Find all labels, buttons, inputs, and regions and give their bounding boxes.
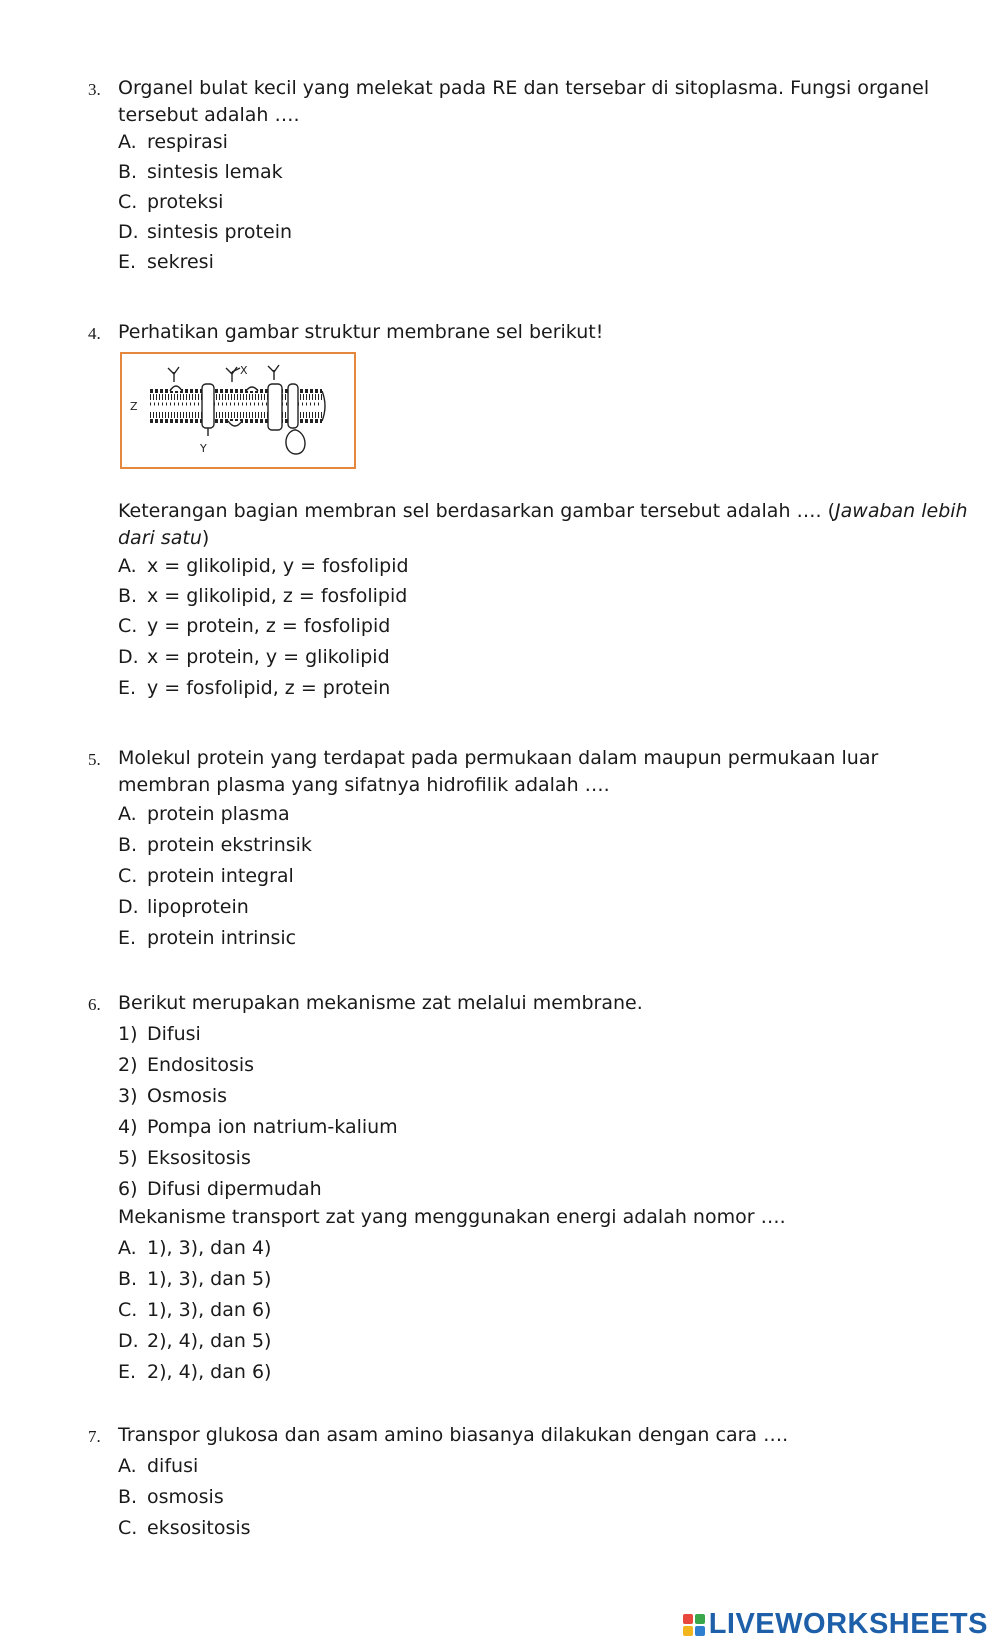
question-number: 5. bbox=[88, 750, 101, 769]
list-number: 6) bbox=[118, 1178, 138, 1200]
option-letter: A. bbox=[118, 131, 137, 153]
option-letter: E. bbox=[118, 1361, 137, 1383]
option-d[interactable] bbox=[118, 644, 390, 671]
option-letter: C. bbox=[118, 1517, 138, 1539]
list-text: Osmosis bbox=[147, 1085, 228, 1107]
question-stem: Perhatikan gambar struktur membrane sel berikut! bbox=[118, 321, 604, 343]
option-c[interactable] bbox=[118, 863, 294, 890]
list-item bbox=[118, 1145, 251, 1172]
option-text: x = glikolipid, z = fosfolipid bbox=[147, 585, 408, 607]
option-letter: B. bbox=[118, 834, 138, 856]
option-text: 1), 3), dan 6) bbox=[147, 1299, 272, 1321]
option-b[interactable] bbox=[118, 1266, 271, 1293]
option-text: x = protein, y = glikolipid bbox=[147, 646, 390, 668]
option-text: lipoprotein bbox=[147, 896, 249, 918]
option-text: difusi bbox=[147, 1455, 199, 1477]
label-y: Y bbox=[200, 442, 207, 455]
logo-square bbox=[683, 1626, 693, 1636]
option-a[interactable] bbox=[118, 801, 290, 828]
option-letter: E. bbox=[118, 927, 137, 949]
option-letter: A. bbox=[118, 555, 137, 577]
stem-text: Keterangan bagian membran sel berdasarkan gambar tersebut adalah …. ( bbox=[118, 500, 836, 522]
option-letter: C. bbox=[118, 615, 138, 637]
list-number: 4) bbox=[118, 1116, 138, 1138]
question-number: 6. bbox=[88, 995, 101, 1014]
option-text: sintesis protein bbox=[147, 221, 293, 243]
option-letter: D. bbox=[118, 646, 139, 668]
option-letter: D. bbox=[118, 896, 139, 918]
option-letter: A. bbox=[118, 1237, 137, 1259]
membrane-figure bbox=[120, 352, 356, 469]
option-e[interactable] bbox=[118, 925, 296, 952]
label-x: X bbox=[240, 364, 248, 377]
label-z: Z bbox=[130, 400, 138, 413]
option-text: 2), 4), dan 5) bbox=[147, 1330, 272, 1352]
question-number: 7. bbox=[88, 1427, 101, 1446]
option-c[interactable] bbox=[118, 189, 223, 216]
option-text: proteksi bbox=[147, 191, 224, 213]
list-item bbox=[118, 1052, 254, 1079]
option-letter: E. bbox=[118, 677, 137, 699]
question-stem: Molekul protein yang terdapat pada permukaan dalam maupun permukaan luar membran plasma yang sifatnya hidrofilik adalah …. bbox=[118, 747, 879, 796]
option-d[interactable] bbox=[118, 894, 249, 921]
option-text: protein plasma bbox=[147, 803, 290, 825]
list-text: Eksositosis bbox=[147, 1147, 251, 1169]
option-text: protein intrinsic bbox=[147, 927, 297, 949]
option-a[interactable] bbox=[118, 1235, 271, 1262]
option-text: respirasi bbox=[147, 131, 228, 153]
list-text: Difusi bbox=[147, 1023, 201, 1045]
option-letter: B. bbox=[118, 1486, 138, 1508]
option-a[interactable] bbox=[118, 1453, 198, 1480]
question-stem-2: Mekanisme transport zat yang menggunakan energi adalah nomor …. bbox=[118, 1206, 786, 1228]
list-number: 1) bbox=[118, 1023, 138, 1045]
option-e[interactable] bbox=[118, 1359, 271, 1386]
list-text: Pompa ion natrium-kalium bbox=[147, 1116, 398, 1138]
option-b[interactable] bbox=[118, 159, 283, 186]
option-c[interactable] bbox=[118, 1297, 271, 1324]
list-item bbox=[118, 1176, 322, 1203]
option-letter: B. bbox=[118, 585, 138, 607]
option-text: sintesis lemak bbox=[147, 161, 283, 183]
option-a[interactable] bbox=[118, 129, 228, 156]
question-number: 3. bbox=[88, 80, 101, 99]
stem-italic: Jawaban lebih dari satu bbox=[118, 500, 968, 549]
option-a[interactable] bbox=[118, 553, 409, 580]
option-letter: C. bbox=[118, 865, 138, 887]
option-letter: B. bbox=[118, 161, 138, 183]
question-stem-2 bbox=[118, 498, 968, 552]
list-item bbox=[118, 1083, 227, 1110]
stem-end: ) bbox=[201, 527, 210, 549]
option-letter: B. bbox=[118, 1268, 138, 1290]
question-stem: Organel bulat kecil yang melekat pada RE dan tersebar di sitoplasma. Fungsi organel tersebut adalah …. bbox=[118, 77, 930, 126]
logo-square bbox=[695, 1626, 705, 1636]
logo-square bbox=[683, 1614, 693, 1624]
option-text: y = protein, z = fosfolipid bbox=[147, 615, 391, 637]
list-number: 2) bbox=[118, 1054, 138, 1076]
option-b[interactable] bbox=[118, 1484, 224, 1511]
option-text: 1), 3), dan 4) bbox=[147, 1237, 272, 1259]
option-letter: E. bbox=[118, 251, 137, 273]
logo-mark-icon bbox=[683, 1614, 705, 1636]
option-text: x = glikolipid, y = fosfolipid bbox=[147, 555, 409, 577]
option-e[interactable] bbox=[118, 675, 390, 702]
list-number: 3) bbox=[118, 1085, 138, 1107]
option-text: eksositosis bbox=[147, 1517, 251, 1539]
option-b[interactable] bbox=[118, 583, 407, 610]
option-text: 2), 4), dan 6) bbox=[147, 1361, 272, 1383]
option-e[interactable] bbox=[118, 249, 214, 276]
question-stem: Transpor glukosa dan asam amino biasanya dilakukan dengan cara …. bbox=[118, 1424, 789, 1446]
option-letter: D. bbox=[118, 1330, 139, 1352]
option-text: protein ekstrinsik bbox=[147, 834, 312, 856]
option-letter: A. bbox=[118, 803, 137, 825]
list-number: 5) bbox=[118, 1147, 138, 1169]
option-b[interactable] bbox=[118, 832, 312, 859]
logo-square bbox=[695, 1614, 705, 1624]
option-letter: A. bbox=[118, 1455, 137, 1477]
option-letter: C. bbox=[118, 1299, 138, 1321]
list-item bbox=[118, 1114, 398, 1141]
list-text: Difusi dipermudah bbox=[147, 1178, 322, 1200]
option-text: protein integral bbox=[147, 865, 294, 887]
option-d[interactable] bbox=[118, 219, 292, 246]
option-text: osmosis bbox=[147, 1486, 224, 1508]
list-text: Endositosis bbox=[147, 1054, 255, 1076]
logo-text: LIVEWORKSHEETS bbox=[708, 1608, 988, 1640]
liveworksheets-logo[interactable] bbox=[683, 1608, 988, 1641]
option-c[interactable] bbox=[118, 613, 390, 640]
option-text: sekresi bbox=[147, 251, 214, 273]
option-text: y = fosfolipid, z = protein bbox=[147, 677, 391, 699]
option-d[interactable] bbox=[118, 1328, 271, 1355]
option-text: 1), 3), dan 5) bbox=[147, 1268, 272, 1290]
option-c[interactable] bbox=[118, 1515, 251, 1542]
option-letter: D. bbox=[118, 221, 139, 243]
question-stem: Berikut merupakan mekanisme zat melalui membrane. bbox=[118, 992, 643, 1014]
list-item bbox=[118, 1021, 201, 1048]
question-number: 4. bbox=[88, 324, 101, 343]
membrane-diagram bbox=[122, 354, 354, 467]
option-letter: C. bbox=[118, 191, 138, 213]
